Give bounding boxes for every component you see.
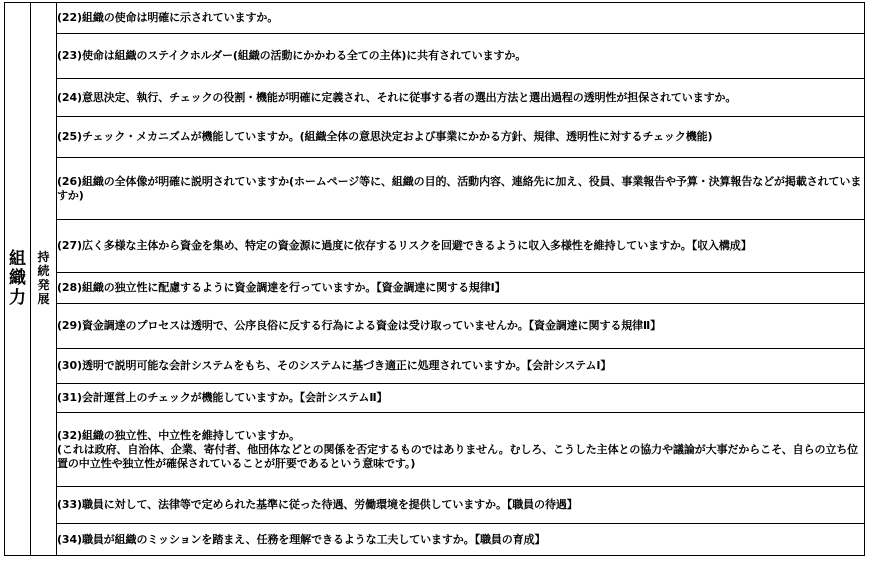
question-27: (27)広く多様な主体から資金を集め、特定の資金源に過度に依存するリスクを回避できるように収入多様性を維持していますか。【収入構成】	[57, 220, 865, 273]
question-24: (24)意思決定、執行、チェックの役割・機能が明確に定義され、それに従事する者の選出方法と選出過程の透明性が担保されていますか。	[57, 79, 865, 117]
category-main-label: 組織力	[9, 248, 26, 308]
table-row	[5, 487, 865, 524]
question-28: (28)組織の独立性に配慮するように資金調達を行っていますか。【資金調達に関する規律Ⅰ】	[57, 273, 865, 304]
table-row	[5, 158, 865, 220]
table-row	[5, 3, 865, 34]
table-row	[5, 79, 865, 117]
category-sub-cell	[31, 3, 57, 556]
question-26: (26)組織の全体像が明確に説明されていますか(ホームページ等に、組織の目的、活動内容、連絡先に加え、役員、事業報告や予算・決算報告などが掲載されていますか)	[57, 158, 865, 220]
question-32: (32)組織の独立性、中立性を維持していますか。 (これは政府、自治体、企業、寄付者、他団体などとの関係を否定するものではありません。むしろ、こうした主体との協力や議論が大事だからこそ、自らの立ち位置の中立性や独立性が確保されていることが肝要であるという意味です。)	[57, 413, 865, 487]
category-main-cell	[5, 3, 31, 556]
table-row	[5, 220, 865, 273]
question-30: (30)透明で説明可能な会計システムをもち、そのシステムに基づき適正に処理されていますか。【会計システムⅠ】	[57, 349, 865, 384]
table-row	[5, 34, 865, 79]
evaluation-table	[4, 2, 865, 556]
table-row	[5, 304, 865, 349]
table-row	[5, 349, 865, 384]
question-33: (33)職員に対して、法律等で定められた基準に従った待遇、労働環境を提供していますか。【職員の待遇】	[57, 487, 865, 524]
question-29: (29)資金調達のプロセスは透明で、公序良俗に反する行為による資金は受け取っていませんか。【資金調達に関する規律Ⅱ】	[57, 304, 865, 349]
table-row	[5, 117, 865, 158]
category-sub-label: 持続発展	[37, 250, 50, 306]
table-row	[5, 413, 865, 487]
question-25: (25)チェック・メカニズムが機能していますか。(組織全体の意思決定および事業にかかる方針、規律、透明性に対するチェック機能)	[57, 117, 865, 158]
table-row	[5, 524, 865, 556]
question-23: (23)使命は組織のステイクホルダー(組織の活動にかかわる全ての主体)に共有されていますか。	[57, 34, 865, 79]
table-row	[5, 384, 865, 413]
question-22: (22)組織の使命は明確に示されていますか。	[57, 3, 865, 34]
table-row	[5, 273, 865, 304]
question-34: (34)職員が組織のミッションを踏まえ、任務を理解できるような工夫していますか。【職員の育成】	[57, 524, 865, 556]
question-31: (31)会計運営上のチェックが機能していますか。【会計システムⅡ】	[57, 384, 865, 413]
